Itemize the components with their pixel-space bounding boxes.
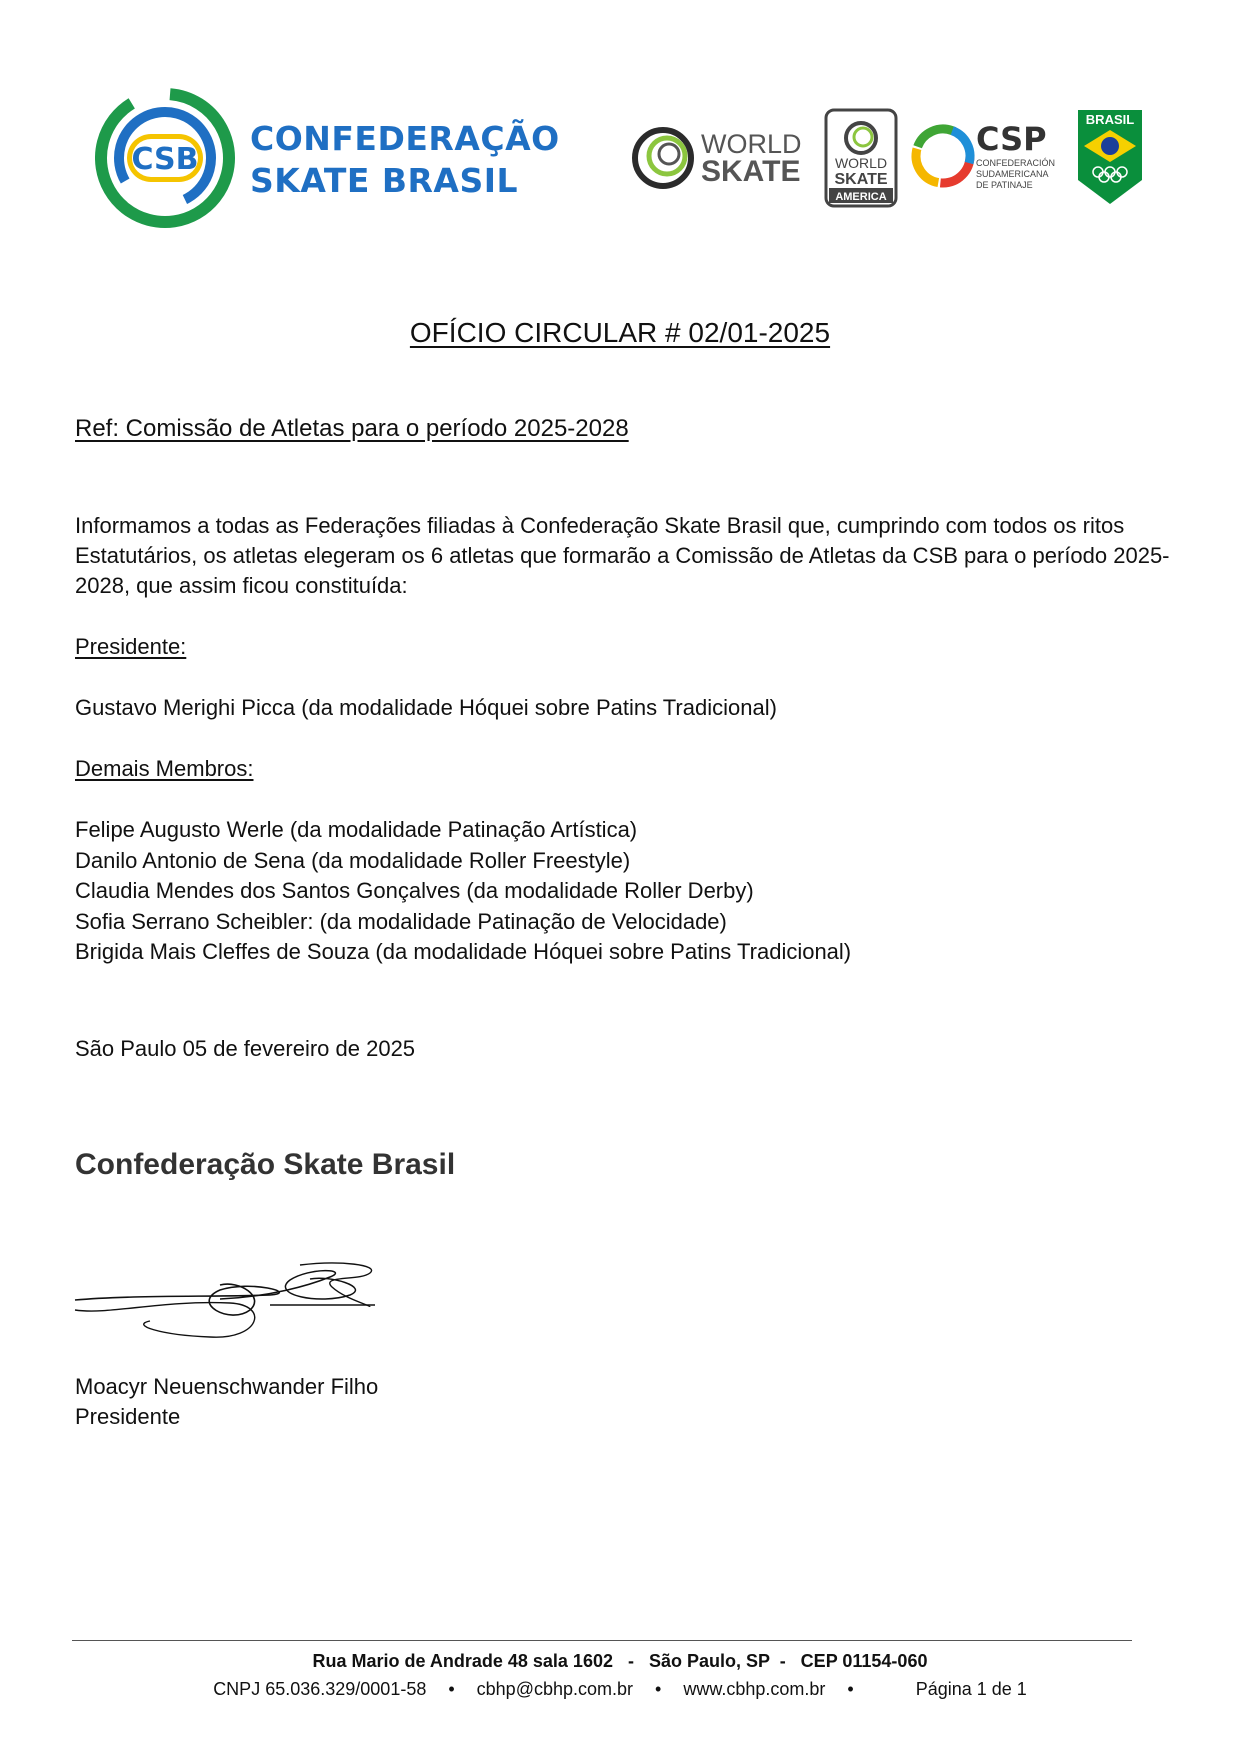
world-skate-logo: [635, 129, 802, 188]
world-skate-line2: SKATE: [701, 155, 801, 188]
intro-paragraph: Informamos a todas as Federações filiadas à Confederação Skate Brasil que, cumprindo com todos os ritos Estatutários, os atletas elegeram os 6 atletas que formarão a Comissão de Atletas da CSB para o período 2025-2028, que assim ficou constituída:: [75, 513, 1170, 598]
date-line: São Paulo 05 de fevereiro de 2025: [75, 1036, 416, 1061]
handwritten-signature: [70, 1255, 420, 1355]
document-reference: Ref: Comissão de Atletas para o período 2025-2028: [75, 415, 629, 442]
footer-address: Rua Mario de Andrade 48 sala 1602 - São Paulo, SP - CEP 01154-060: [312, 1651, 928, 1671]
wsa-line1: WORLD: [834, 155, 888, 171]
bullet-separator: •: [847, 1679, 854, 1699]
footer-divider: [72, 1640, 1132, 1641]
member-item: Sofia Serrano Scheibler: (da modalidade Patinação de Velocidade): [75, 908, 727, 934]
csp-line2: SUDAMERICANA: [976, 169, 1049, 179]
csp-line3: DE PATINAJE: [976, 180, 1033, 190]
member-item: Brigida Mais Cleffes de Souza (da modalidade Hóquei sobre Patins Tradicional): [75, 939, 852, 964]
organization-name: Confederação Skate Brasil: [75, 1148, 456, 1181]
csb-wordmark-line2: SKATE BRASIL: [250, 161, 519, 200]
footer-contact: [0, 1676, 1240, 1702]
signer-role: Presidente: [75, 1404, 181, 1429]
footer-email: cbhp@cbhp.com.br: [476, 1679, 634, 1699]
footer-page-number: Página 1 de 1: [915, 1679, 1027, 1699]
world-skate-line1: WORLD: [701, 129, 802, 159]
member-item: Danilo Antonio de Sena (da modalidade Roller Freestyle): [75, 847, 631, 873]
csb-logo-letters: CSB: [131, 142, 199, 177]
csb-wordmark-line1: CONFEDERAÇÃO: [250, 119, 560, 158]
brasil-olympic-logo: [1078, 110, 1142, 204]
bullet-separator: •: [448, 1679, 455, 1699]
members-list: [75, 815, 851, 968]
wsa-line2: SKATE: [834, 171, 888, 188]
member-item: Felipe Augusto Werle (da modalidade Patinação Artística): [75, 817, 638, 842]
member-item: Claudia Mendes dos Santos Gonçalves (da modalidade Roller Derby): [75, 878, 754, 903]
csp-letters: CSP: [976, 120, 1047, 158]
signer-name: Moacyr Neuenschwander Filho: [75, 1374, 379, 1399]
document-title: OFÍCIO CIRCULAR # 02/01-2025: [409, 317, 831, 348]
members-heading: Demais Membros:: [75, 756, 254, 781]
wsa-line3: AMERICA: [835, 191, 887, 203]
president-name: Gustavo Merighi Picca (da modalidade Hóquei sobre Patins Tradicional): [75, 695, 777, 720]
footer-cnpj: CNPJ 65.036.329/0001-58: [213, 1679, 427, 1699]
world-skate-america-logo: [826, 110, 896, 206]
csp-line1: CONFEDERACIÓN: [976, 158, 1056, 168]
partner-logos: [625, 108, 1145, 208]
president-heading: Presidente:: [75, 634, 187, 659]
brasil-label: BRASIL: [1085, 112, 1135, 127]
bullet-separator: •: [655, 1679, 662, 1699]
csb-wordmark: [250, 118, 560, 202]
footer-website: www.cbhp.com.br: [683, 1679, 826, 1699]
csp-logo: [908, 120, 1055, 191]
